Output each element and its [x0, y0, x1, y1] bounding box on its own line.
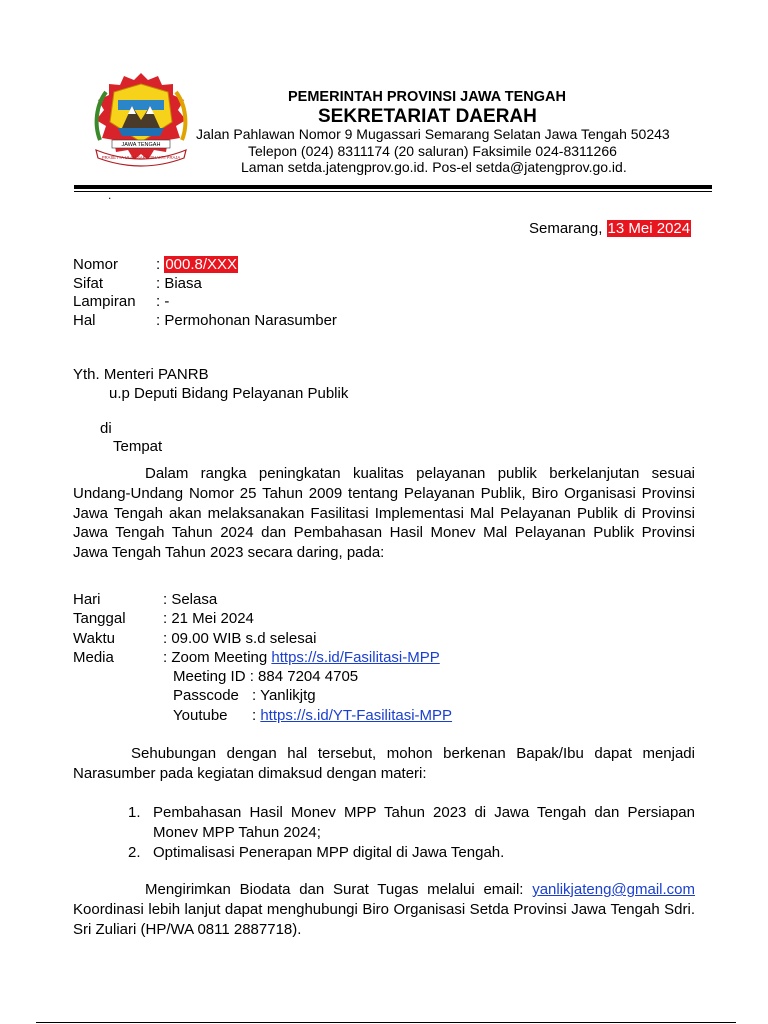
svg-text:JAWA TENGAH: JAWA TENGAH	[121, 142, 161, 148]
schedule-media-value: : Zoom Meeting https://s.id/Fasilitasi-MPP	[163, 649, 440, 666]
letterhead-government-name: PEMERINTAH PROVINSI JAWA TENGAH	[288, 89, 566, 105]
list-item	[128, 843, 695, 863]
schedule-tanggal-label: Tanggal	[73, 610, 126, 627]
zoom-link[interactable]: https://s.id/Fasilitasi-MPP	[271, 649, 440, 666]
schedule-tanggal-value: : 21 Mei 2024	[163, 610, 254, 627]
letterhead-office-name: SEKRETARIAT DAERAH	[318, 106, 537, 127]
letterhead-divider-thin	[74, 191, 712, 192]
schedule-waktu-label: Waktu	[73, 630, 115, 647]
jawa-tengah-coat-of-arms-logo	[88, 70, 194, 170]
date-value: 13 Mei 2024	[607, 220, 691, 237]
list-item-number: 2.	[128, 843, 141, 861]
body-paragraph-intro: Dalam rangka peningkatan kualitas pelayanan publik berkelanjutan sesuai Undang-Undang Nomor 25 Tahun 2009 tentang Pelayanan Publik, Biro Organisasi Provinsi Jawa Tengah akan melaksanakan Fasilitasi Implementasi Mal Pelayanan Publik di Provinsi Jawa Tengah Tahun 2024 dan Pembahasan Hasil Monev Mal Pelayanan Publik Provinsi Jawa Tengah Tahun 2023 secara daring, pada:	[73, 465, 695, 562]
list-item-text: Pembahasan Hasil Monev MPP Tahun 2023 di Jawa Tengah dan Persiapan Monev MPP Tahun 2024;	[153, 804, 695, 841]
materials-list	[128, 803, 695, 862]
schedule-waktu-value: : 09.00 WIB s.d selesai	[163, 630, 317, 647]
recipient-place: Tempat	[113, 438, 163, 455]
email-link[interactable]: yanlikjateng@gmail.com	[532, 881, 695, 898]
recipient-name: Yth. Menteri PANRB	[73, 366, 209, 383]
list-item	[128, 803, 695, 843]
letterhead-address: Jalan Pahlawan Nomor 9 Mugassari Semarang Selatan Jawa Tengah 50243	[196, 126, 670, 142]
schedule-passcode-value: : Yanlikjtg	[252, 687, 316, 704]
letterhead-phone: Telepon (024) 8311174 (20 saluran) Faksimile 024-8311266	[248, 143, 617, 159]
svg-text:PRASETYA ULAH SAKTI BHAKTI PRA: PRASETYA ULAH SAKTI BHAKTI PRAJA	[101, 155, 181, 160]
list-item-text: Optimalisasi Penerapan MPP digital di Jawa Tengah.	[153, 843, 505, 861]
schedule-meeting-id: Meeting ID : 884 7204 4705	[173, 668, 359, 685]
body-paragraph-closing: Mengirimkan Biodata dan Surat Tugas melalui email: yanlikjateng@gmail.com Koordinasi lebih lanjut dapat menghubungi Biro Organisasi Setda Provinsi Jawa Tengah Sdri. Sri Zuliari (HP/WA 0811 2887718).	[73, 881, 695, 938]
schedule-hari-label: Hari	[73, 591, 101, 608]
schedule-media-label: Media	[73, 649, 114, 666]
date-city: Semarang,	[529, 220, 603, 237]
meta-nomor-label: Nomor	[73, 256, 119, 273]
letterhead-web: Laman setda.jatengprov.go.id. Pos-el setda@jatengprov.go.id.	[241, 159, 627, 175]
meta-nomor-value: : 000.8/XXX	[156, 256, 238, 273]
schedule-hari-value: : Selasa	[163, 591, 218, 608]
schedule-youtube-value: : https://s.id/YT-Fasilitasi-MPP	[252, 707, 453, 724]
meta-hal-label: Hal	[73, 312, 96, 329]
schedule-passcode-label: Passcode	[173, 687, 239, 704]
recipient-attention: u.p Deputi Bidang Pelayanan Publik	[109, 385, 349, 402]
youtube-link[interactable]: https://s.id/YT-Fasilitasi-MPP	[260, 707, 453, 724]
recipient-di: di	[100, 420, 112, 437]
meta-lampiran-value: : -	[156, 293, 170, 310]
list-item-number: 1.	[128, 804, 141, 821]
meta-lampiran-label: Lampiran	[73, 293, 136, 310]
meta-hal-value: : Permohonan Narasumber	[156, 312, 337, 329]
letterhead-divider-thick	[74, 185, 712, 189]
body-paragraph-request: Sehubungan dengan hal tersebut, mohon berkenan Bapak/Ibu dapat menjadi Narasumber pada kegiatan dimaksud dengan materi:	[73, 745, 695, 782]
page-bottom-divider	[36, 1022, 736, 1023]
schedule-youtube-label: Youtube	[173, 707, 228, 724]
letter-date	[529, 220, 691, 237]
meta-sifat-value: : Biasa	[156, 275, 202, 292]
meta-sifat-label: Sifat	[73, 275, 104, 292]
stray-dot: .	[108, 188, 112, 202]
